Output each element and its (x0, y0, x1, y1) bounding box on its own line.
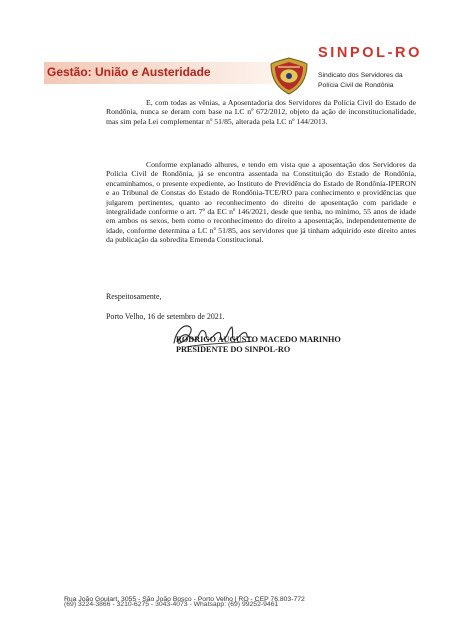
footer-phone-cut (64, 601, 324, 610)
brand-logo-text: SINPOL-RO (318, 45, 422, 61)
org-name-line2: Polícia Civil de Rondônia (318, 82, 394, 89)
org-name-line1: Sindicato dos Servidores da (318, 72, 403, 79)
place-date: Porto Velho, 16 de setembro de 2021. (106, 312, 225, 321)
header-banner (44, 62, 282, 84)
paragraph-request: Conforme explanado alhures, e tendo em vista que a aposentação dos Servidores da Polícia Civil de Rondônia, já se encontra assentada na Constituição do Estado de Rondônia, encaminhamos, o presente expediente, ao Instituto de Previdência do Estado de Rondônia-IPERON e ao Tribunal de Constas do Estado de Rondônia-TCE/RO para conhecimento e providências que julgarem pertinentes, quanto ao reconhecimento do direito de aposentação com paridade e integralidade conforme o art. 7º da EC nº 146/2021, desde que tenha, no mínimo, 55 anos de idade em ambos os sexos, bem como o reconhecimento do direito a aposentação, independentemente de idade, conforme determina a LC nº 51/85, aos servidores que já tinham adquirido este direito antes da publicação da sobredita Emenda Constitucional. (106, 160, 416, 245)
police-badge-icon (268, 56, 310, 96)
paragraph-retirement-basis: E, com todas as vênias, a Aposentadoria dos Servidores da Polícia Civil do Estado de Rondônia, nunca se deram com base na LC nº 672/2012, objeto da ação de inconstitucionalidade, mas sim pela Lei complementar nº 51/85, alterada pela LC nº 144/2013. (106, 98, 416, 126)
closing-salutation: Respeitosamente, (106, 292, 162, 301)
org-name (318, 71, 428, 91)
footer-address: Rua João Goulart, 3055 - São João Bosco - Porto Velho | RO - CEP 76.803-772 (64, 596, 305, 603)
signer-title: PRESIDENTE DO SINPOL-RO (176, 345, 291, 354)
signer-name: RODRIGO AUGUSTO MACEDO MARINHO (176, 335, 341, 344)
banner-slogan: Gestão: União e Austeridade (47, 65, 211, 79)
footer-phone: (69) 3224-3866 - 3210-6275 - 3043-4073 - Whatsapp: (69) 99252-9461 (64, 601, 279, 608)
